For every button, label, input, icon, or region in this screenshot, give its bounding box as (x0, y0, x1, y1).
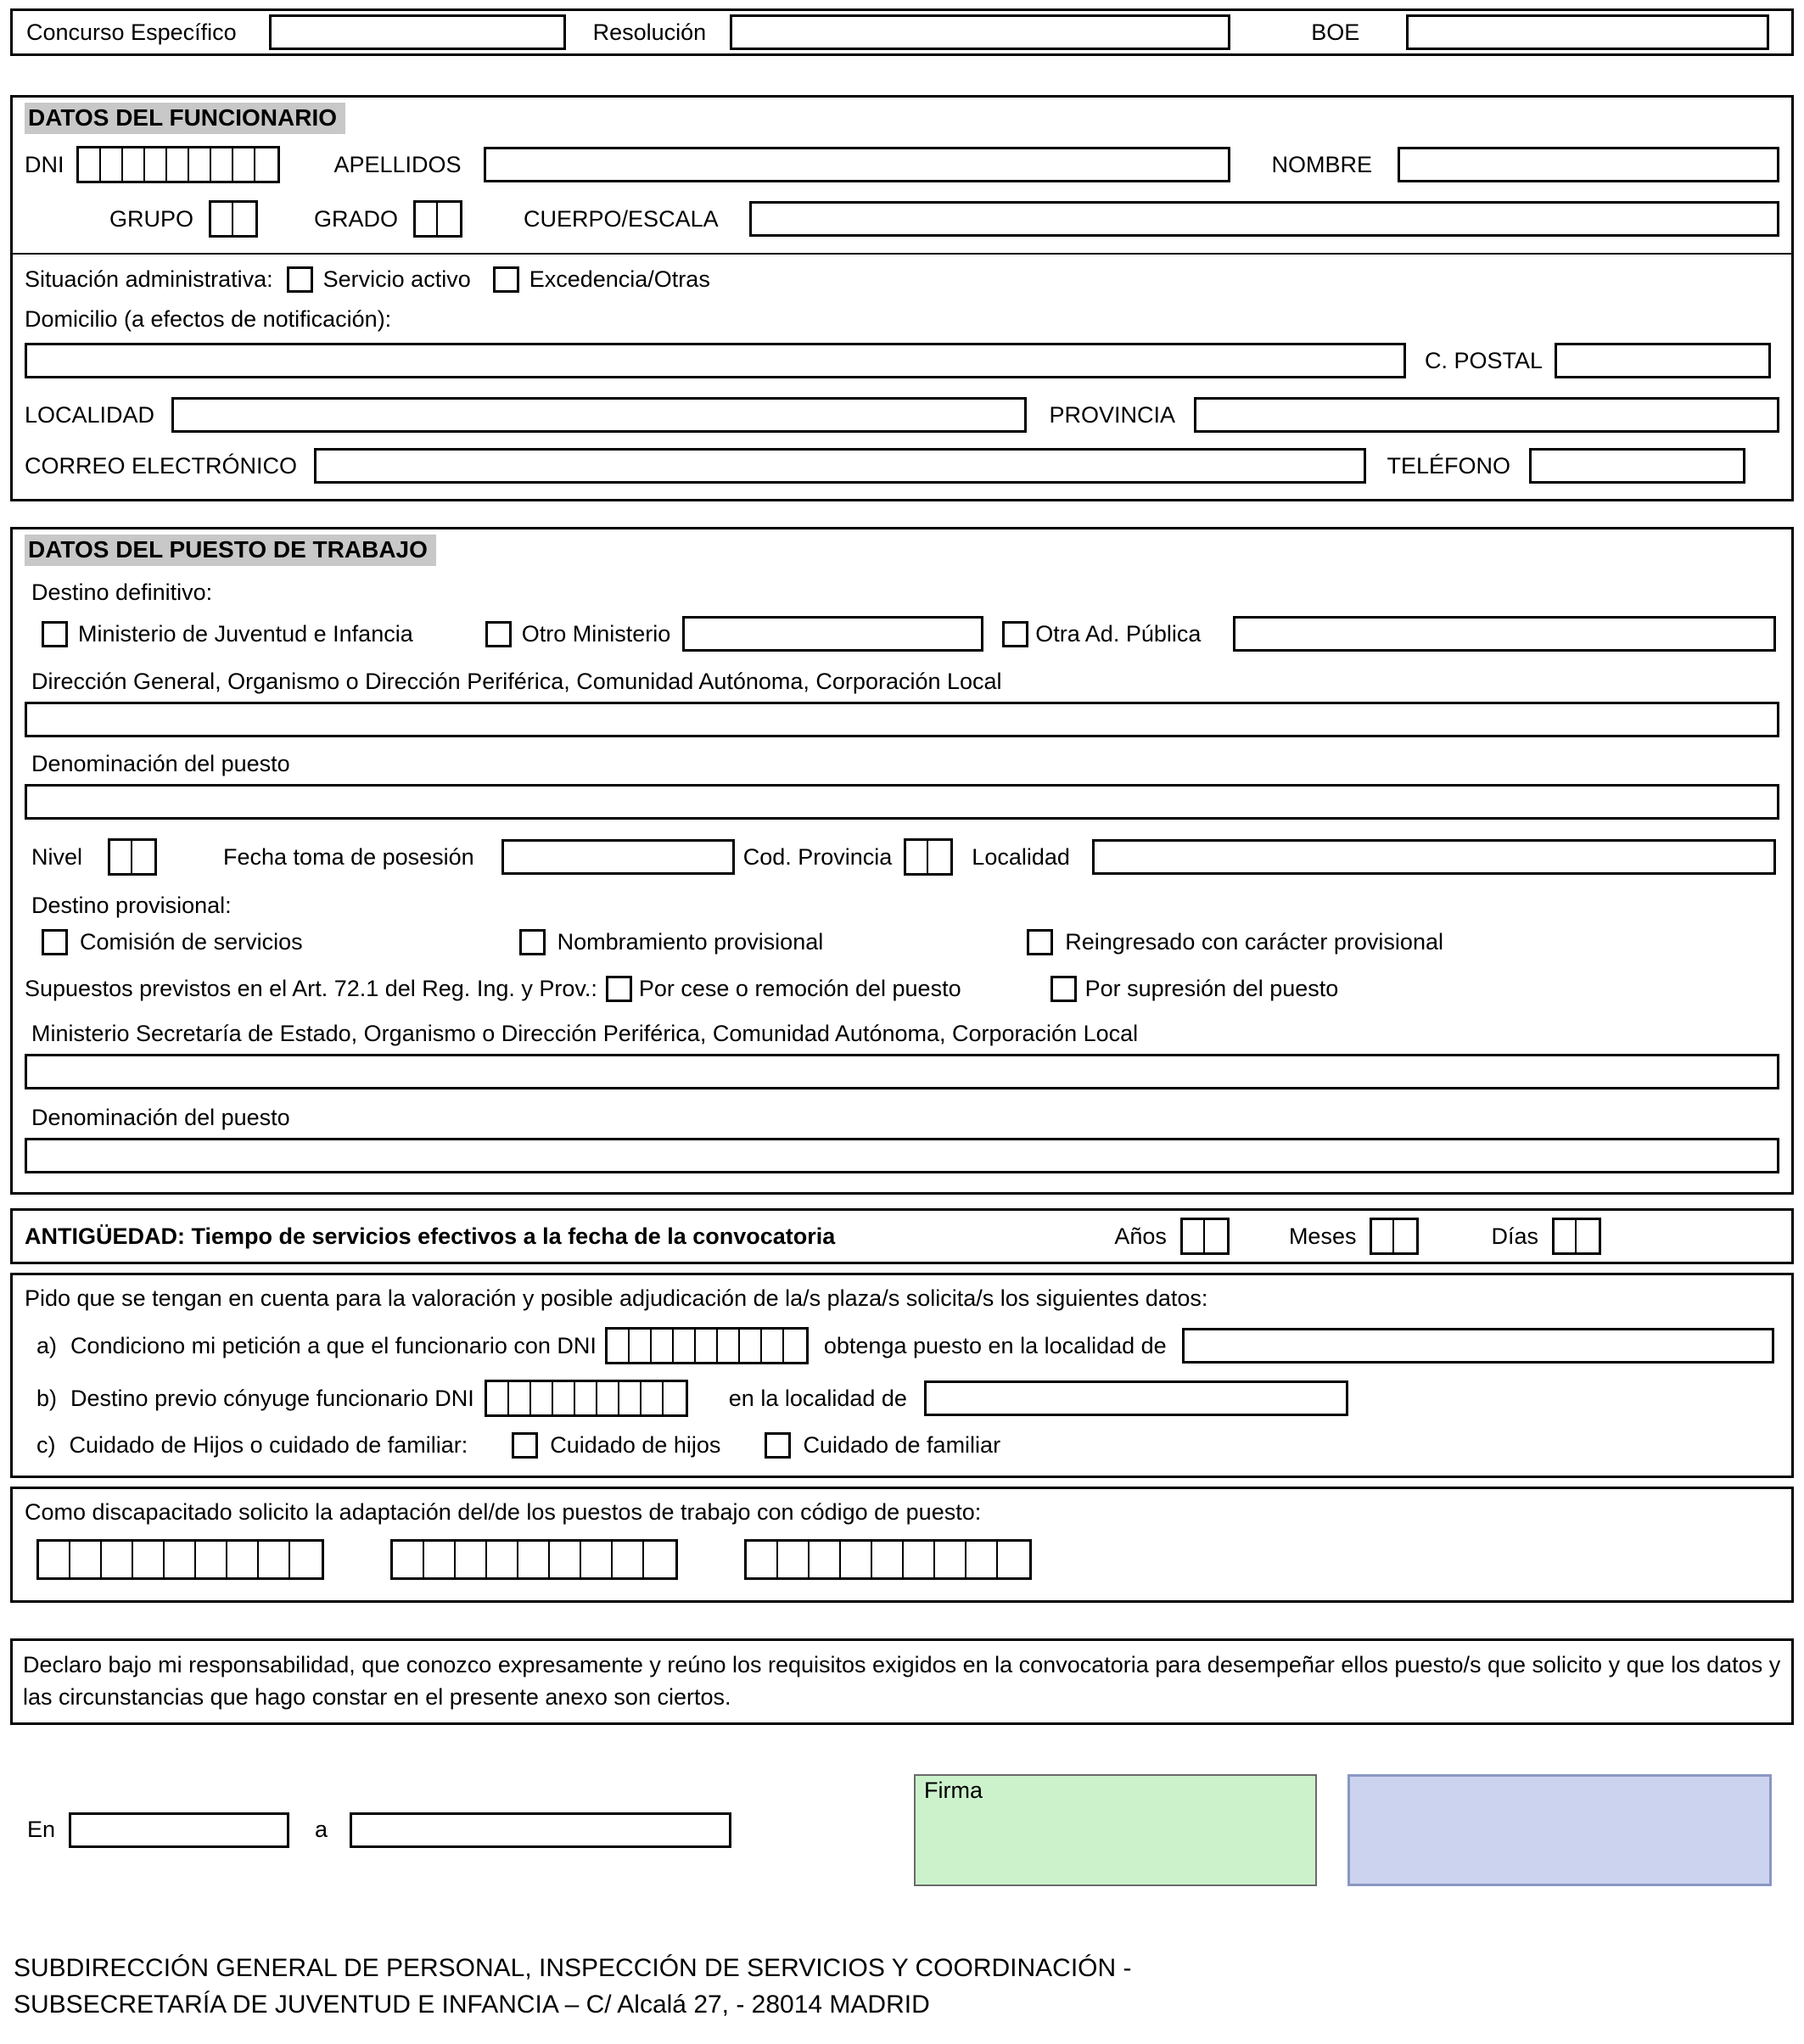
localidad-input[interactable] (171, 397, 1027, 433)
char-cell (133, 1542, 165, 1577)
domicilio-input[interactable] (25, 343, 1406, 378)
char-cell (424, 1542, 456, 1577)
grado-label: GRADO (314, 205, 399, 232)
conyuge-dni-cells[interactable] (485, 1380, 688, 1417)
nombramiento-provisional-label: Nombramiento provisional (557, 929, 824, 955)
item-a-text-1: Condiciono mi petición a que el funcionario con DNI (70, 1332, 597, 1358)
nombre-label: NOMBRE (1271, 151, 1372, 177)
char-cell (778, 1542, 810, 1577)
item-a-prefix: a) (36, 1332, 58, 1358)
char-cell (227, 1542, 259, 1577)
char-cell (518, 1542, 550, 1577)
supuestos-label: Supuestos previstos en el Art. 72.1 del Reg. Ing. y Prov.: (25, 976, 597, 1001)
apellidos-input[interactable] (484, 147, 1231, 182)
char-cell (696, 1330, 718, 1362)
char-cell (644, 1542, 675, 1577)
en-localidad-input[interactable] (69, 1812, 289, 1848)
nombre-input[interactable] (1398, 147, 1779, 182)
correo-electronico-label: CORREO ELECTRÓNICO (25, 452, 298, 479)
servicio-activo-label: Servicio activo (322, 266, 471, 292)
char-cell (102, 1542, 133, 1577)
char-cell (39, 1542, 70, 1577)
char-cell (233, 203, 255, 235)
fecha-toma-posesion-input[interactable] (501, 839, 735, 875)
char-cell (553, 1382, 575, 1414)
item-b-text-1: Destino previo cónyuge funcionario DNI (70, 1385, 474, 1411)
localidad-label: LOCALIDAD (25, 401, 155, 428)
declaracion-text: Declaro bajo mi responsabilidad, que conozco expresamente y reúno los requisitos exigidos en la convocatoria para desempeñar ellos puesto/s que solicito y que los datos y las circunstancias que hago constar en el presente anexo son ciertos. (23, 1652, 1781, 1710)
char-cell (581, 1542, 613, 1577)
char-cell (531, 1382, 553, 1414)
char-cell (110, 841, 132, 873)
char-cell (652, 1330, 674, 1362)
por-cese-checkbox[interactable] (606, 976, 632, 1002)
char-cell (613, 1542, 644, 1577)
char-cell (550, 1542, 581, 1577)
discapacidad-section (10, 1487, 1794, 1603)
char-cell (608, 1330, 630, 1362)
otra-ad-publica-label: Otra Ad. Pública (1035, 620, 1202, 647)
otro-ministerio-input[interactable] (682, 616, 983, 652)
ministerio-juventud-label: Ministerio de Juventud e Infancia (78, 620, 413, 647)
char-cell (1577, 1220, 1599, 1252)
char-cell (233, 148, 255, 181)
nivel-cells[interactable] (108, 838, 157, 876)
condicion-localidad-input[interactable] (1182, 1328, 1774, 1364)
char-cell (79, 148, 101, 181)
reingresado-label: Reingresado con carácter provisional (1065, 929, 1443, 955)
char-cell (211, 203, 233, 235)
cuerpo-escala-label: CUERPO/ESCALA (524, 205, 719, 232)
char-cell (123, 148, 145, 181)
footer-line-1: SUBDIRECCIÓN GENERAL DE PERSONAL, INSPECCIÓN DE SERVICIOS Y COORDINACIÓN - (14, 1953, 1132, 1982)
declaracion-section (10, 1638, 1794, 1725)
item-c-prefix: c) (36, 1432, 56, 1458)
peticion-intro: Pido que se tengan en cuenta para la valoración y posible adjudicación de la/s plaza/s solicita/s los siguientes datos: (25, 1285, 1208, 1311)
char-cell (167, 148, 189, 181)
divider (13, 253, 1791, 255)
nivel-label: Nivel (31, 843, 83, 870)
char-cell (747, 1542, 778, 1577)
item-c-text: Cuidado de Hijos o cuidado de familiar: (69, 1432, 468, 1458)
char-cell (762, 1330, 784, 1362)
char-cell (211, 148, 233, 181)
antiguedad-title: ANTIGÜEDAD: Tiempo de servicios efectivos a la fecha de la convocatoria (25, 1223, 836, 1249)
char-cell (1394, 1220, 1416, 1252)
char-cell (487, 1542, 518, 1577)
direccion-general-input[interactable] (25, 702, 1779, 737)
denominacion-puesto-2-input[interactable] (25, 1138, 1779, 1173)
puesto-section (10, 527, 1794, 1195)
condicion-dni-cells[interactable] (605, 1327, 809, 1364)
ministerio-juventud-checkbox[interactable] (42, 621, 68, 647)
por-supresion-checkbox[interactable] (1050, 976, 1077, 1002)
footer-line-2: SUBSECRETARÍA DE JUVENTUD E INFANCIA – C/ Alcalá 27, - 28014 MADRID (14, 1991, 930, 2019)
char-cell (165, 1542, 196, 1577)
char-cell (619, 1382, 641, 1414)
char-cell (630, 1330, 652, 1362)
char-cell (132, 841, 154, 873)
char-cell (664, 1382, 686, 1414)
firma-box[interactable] (914, 1774, 1317, 1886)
meses-label: Meses (1288, 1223, 1357, 1249)
servicio-activo-checkbox[interactable] (287, 266, 313, 293)
por-supresion-label: Por supresión del puesto (1084, 976, 1339, 1001)
conyuge-localidad-input[interactable] (924, 1380, 1348, 1416)
fecha-toma-posesion-label: Fecha toma de posesión (223, 843, 474, 870)
cod-provincia-label: Cod. Provincia (742, 843, 893, 870)
cuidado-hijos-label: Cuidado de hijos (550, 1432, 721, 1458)
c-postal-label: C. POSTAL (1424, 347, 1543, 373)
char-cell (456, 1542, 487, 1577)
char-cell (641, 1382, 664, 1414)
item-b-prefix: b) (36, 1385, 58, 1411)
char-cell (393, 1542, 424, 1577)
denominacion-puesto-label: Denominación del puesto (31, 751, 290, 776)
anios-cells[interactable] (1180, 1218, 1230, 1255)
denominacion-puesto-2-label: Denominación del puesto (31, 1105, 290, 1130)
dias-cells[interactable] (1552, 1218, 1601, 1255)
char-cell (438, 203, 460, 235)
localidad-puesto-input[interactable] (1092, 839, 1776, 875)
codigo-puesto-cells-3[interactable] (744, 1539, 1032, 1580)
en-label: En (27, 1817, 56, 1843)
denominacion-puesto-input[interactable] (25, 784, 1779, 820)
concurso-especifico-input[interactable] (269, 14, 566, 50)
provincia-label: PROVINCIA (1049, 401, 1175, 428)
peticion-section (10, 1273, 1794, 1478)
item-a-text-2: obtenga puesto en la localidad de (823, 1332, 1167, 1358)
a-label: a (315, 1817, 328, 1843)
resolucion-label: Resolución (592, 19, 707, 45)
resolucion-input[interactable] (730, 14, 1230, 50)
char-cell (487, 1382, 509, 1414)
fecha-firma-input[interactable] (350, 1812, 731, 1848)
otro-ministerio-checkbox[interactable] (485, 621, 512, 647)
char-cell (966, 1542, 998, 1577)
char-cell (189, 148, 211, 181)
char-cell (255, 148, 277, 181)
char-cell (935, 1542, 966, 1577)
destino-provisional-label: Destino provisional: (31, 893, 232, 918)
char-cell (841, 1542, 872, 1577)
excedencia-otras-label: Excedencia/Otras (529, 266, 710, 292)
char-cell (101, 148, 123, 181)
cuidado-hijos-checkbox[interactable] (512, 1432, 538, 1459)
comision-servicios-label: Comisión de servicios (80, 929, 303, 955)
header-bar (10, 8, 1794, 56)
dni-label: DNI (25, 151, 64, 177)
otra-ad-publica-checkbox[interactable] (1002, 621, 1028, 647)
grupo-label: GRUPO (109, 205, 194, 232)
cod-provincia-cells[interactable] (904, 838, 953, 876)
char-cell (597, 1382, 619, 1414)
char-cell (810, 1542, 841, 1577)
cuerpo-escala-input[interactable] (749, 201, 1779, 237)
antiguedad-bar (10, 1208, 1794, 1264)
direccion-general-label: Dirección General, Organismo o Dirección Periférica, Comunidad Autónoma, Corporación Local (31, 669, 1002, 694)
codigo-puesto-cells-1[interactable] (36, 1539, 324, 1580)
codigo-puesto-cells-2[interactable] (390, 1539, 678, 1580)
char-cell (718, 1330, 740, 1362)
boe-label: BOE (1311, 19, 1360, 45)
char-cell (674, 1330, 696, 1362)
char-cell (1555, 1220, 1577, 1252)
funcionario-section-title: DATOS DEL FUNCIONARIO (25, 103, 345, 134)
ministerio-secretaria-input[interactable] (25, 1054, 1779, 1089)
ministerio-secretaria-label: Ministerio Secretaría de Estado, Organismo o Dirección Periférica, Comunidad Autónoma, Corporación Local (31, 1021, 1139, 1046)
excedencia-otras-checkbox[interactable] (493, 266, 519, 293)
cuidado-familiar-checkbox[interactable] (765, 1432, 791, 1459)
meses-cells[interactable] (1370, 1218, 1419, 1255)
localidad-puesto-label: Localidad (972, 843, 1070, 870)
domicilio-label: Domicilio (a efectos de notificación): (25, 306, 392, 332)
apellidos-label: APELLIDOS (333, 151, 462, 177)
grado-cells[interactable] (413, 200, 462, 238)
dni-cells[interactable] (76, 146, 280, 183)
destino-definitivo-label: Destino definitivo: (31, 580, 213, 605)
char-cell (906, 841, 928, 873)
char-cell (259, 1542, 290, 1577)
provincia-input[interactable] (1194, 397, 1779, 433)
discapacidad-text: Como discapacitado solicito la adaptación del/de los puestos de trabajo con código de puesto: (25, 1499, 982, 1525)
telefono-label: TELÉFONO (1387, 452, 1510, 479)
telefono-input[interactable] (1529, 448, 1745, 484)
item-b-text-2: en la localidad de (728, 1385, 907, 1411)
correo-electronico-input[interactable] (314, 448, 1366, 484)
char-cell (1205, 1220, 1227, 1252)
char-cell (145, 148, 167, 181)
cuidado-familiar-label: Cuidado de familiar (803, 1432, 1001, 1458)
char-cell (784, 1330, 806, 1362)
char-cell (904, 1542, 935, 1577)
puesto-section-title: DATOS DEL PUESTO DE TRABAJO (25, 535, 436, 566)
char-cell (509, 1382, 531, 1414)
char-cell (872, 1542, 904, 1577)
char-cell (290, 1542, 322, 1577)
anios-label: Años (1114, 1223, 1167, 1249)
concurso-especifico-label: Concurso Específico (26, 19, 237, 45)
footer (10, 1950, 1794, 2024)
nombramiento-provisional-checkbox[interactable] (519, 929, 546, 955)
firma-label: Firma (924, 1777, 983, 1803)
char-cell (196, 1542, 227, 1577)
otro-ministerio-label: Otro Ministerio (521, 620, 671, 647)
char-cell (70, 1542, 102, 1577)
char-cell (1372, 1220, 1394, 1252)
funcionario-section (10, 95, 1794, 501)
char-cell (998, 1542, 1029, 1577)
c-postal-input[interactable] (1555, 343, 1771, 378)
situacion-administrativa-label: Situación administrativa: (25, 266, 273, 292)
stamp-box (1347, 1774, 1772, 1886)
char-cell (416, 203, 438, 235)
boe-input[interactable] (1406, 14, 1769, 50)
dias-label: Días (1491, 1223, 1538, 1249)
reingresado-checkbox[interactable] (1027, 929, 1053, 955)
grupo-cells[interactable] (209, 200, 258, 238)
por-cese-label: Por cese o remoción del puesto (638, 976, 961, 1001)
char-cell (928, 841, 950, 873)
char-cell (575, 1382, 597, 1414)
char-cell (1183, 1220, 1205, 1252)
char-cell (740, 1330, 762, 1362)
otra-ad-publica-input[interactable] (1233, 616, 1776, 652)
firma-row (10, 1774, 1794, 1886)
comision-servicios-checkbox[interactable] (42, 929, 68, 955)
